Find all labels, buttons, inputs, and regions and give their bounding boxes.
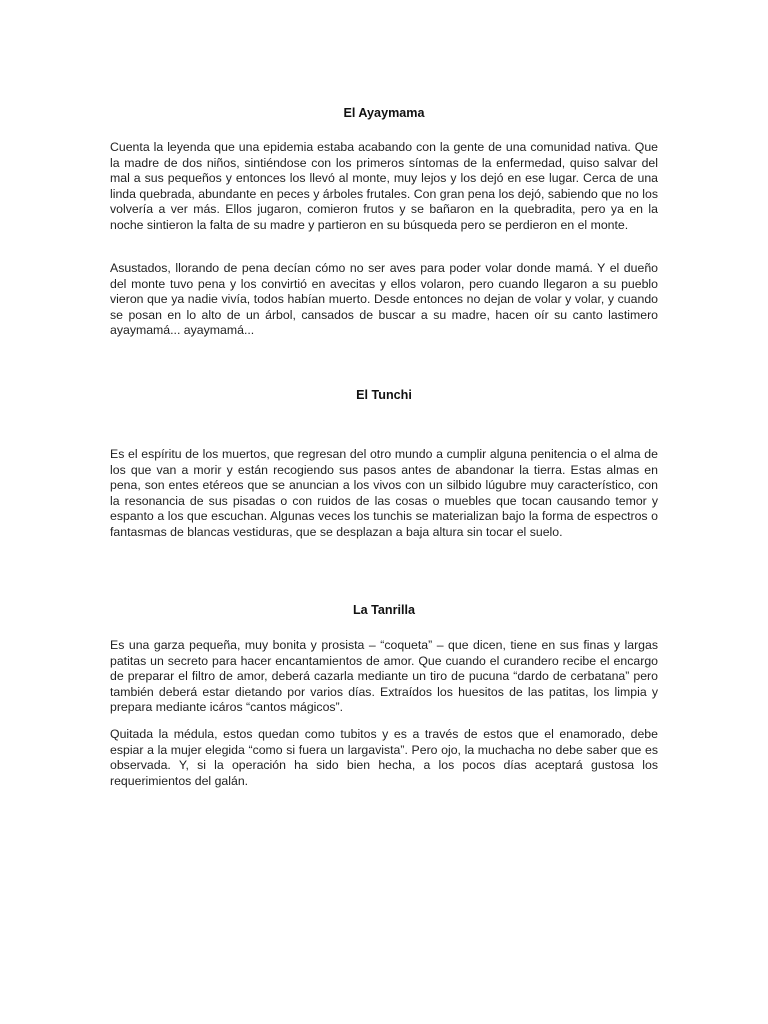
ayaymama-paragraph-2: Asustados, llorando de pena decían cómo no ser aves para poder volar donde mamá. Y el dueño del monte tuvo pena y los convirtió en avecitas y ellos volaron, pero cuando llegaron a su pueblo vieron que ya nadie vivía, todos habían muerto. Desde entonces no dejan de volar y volar, y cuando se posan en lo alto de un árbol, cansados de buscar a su madre, hacen oír su canto lastimero ayaymamá... ayaymamá...	[110, 261, 658, 338]
tanrilla-paragraph-2: Quitada la médula, estos quedan como tubitos y es a través de estos que el enamorado, debe espiar a la mujer elegida “como si fuera un largavista”. Pero ojo, la muchacha no debe saber que es observada. Y, si la operación ha sido bien hecha, a los pocos días aceptará gustosa los requerimientos del galán.	[110, 727, 658, 788]
section-title-tanrilla: La Tanrilla	[352, 603, 416, 617]
section-title-tunchi: El Tunchi	[356, 388, 412, 402]
tanrilla-paragraph-1: Es una garza pequeña, muy bonita y prosista – “coqueta” – que dicen, tiene en sus finas y largas patitas un secreto para hacer encantamientos de amor. Que cuando el curandero recibe el encargo de preparar el filtro de amor, deberá cazarla mediante un tiro de pucuna “dardo de cerbatana” pero también deberá estar dietando por varios días. Extraídos los huesitos de las patitas, los limpia y prepara mediante icáros “cantos mágicos”.	[110, 638, 658, 715]
section-title-ayaymama: El Ayaymama	[343, 106, 425, 120]
tunchi-paragraph-1: Es el espíritu de los muertos, que regresan del otro mundo a cumplir alguna penitencia o el alma de los que van a morir y están recogiendo sus pasos antes de abandonar la tierra. Estas almas en pena, son entes etéreos que se anuncian a los vivos con un silbido lúgubre muy característico, con la resonancia de sus pisadas o con ruidos de las cosas o muebles que tocan causando temor y espanto a los que escuchan. Algunas veces los tunchis se materializan bajo la forma de espectros o fantasmas de blancas vestiduras, que se desplazan a baja altura sin tocar el suelo.	[110, 447, 658, 539]
ayaymama-paragraph-1: Cuenta la leyenda que una epidemia estaba acabando con la gente de una comunidad nativa. Que la madre de dos niños, sintiéndose con los primeros síntomas de la enfermedad, quiso salvar del mal a sus pequeños y entonces los llevó al monte, muy lejos y los dejó en ese lugar. Cerca de una linda quebrada, abundante en peces y árboles frutales. Con gran pena los dejó, sabiendo que no los volvería a ver más. Ellos jugaron, comieron frutos y se bañaron en la quebradita, pero ya en la noche sintieron la falta de su madre y partieron en su búsqueda pero se perdieron en el monte.	[110, 140, 658, 232]
